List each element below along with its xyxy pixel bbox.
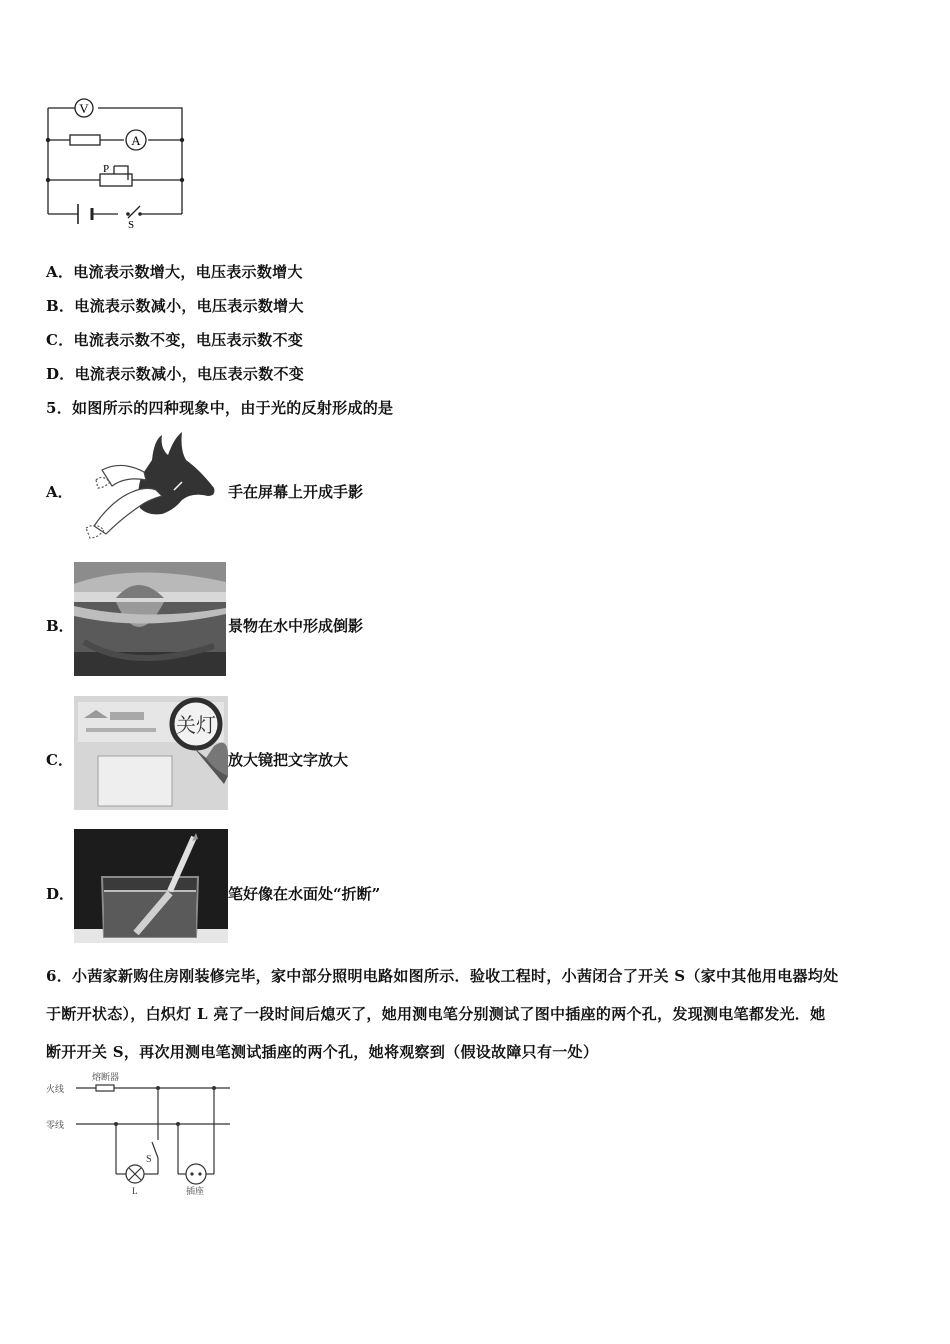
q5-option-d-label: D． [46, 885, 75, 903]
neutral-wire-label: 零线 [46, 1120, 65, 1130]
voltmeter-label: V [79, 101, 89, 116]
live-wire-label: 火线 [46, 1084, 65, 1094]
q5-option-b-caption: 景物在水中形成倒影 [228, 617, 364, 635]
q6-stem-line-3: 断开开关 S，再次用测电笔测试插座的两个孔，她将观察到（假设故障只有一处） [46, 1043, 599, 1061]
fuse-label: 熔断器 [92, 1072, 120, 1082]
q4-option-c: C．电流表示数不变，电压表示数不变 [46, 331, 304, 349]
ammeter-label: A [131, 133, 141, 148]
q5-option-c-caption: 放大镜把文字放大 [228, 751, 349, 769]
q4-option-d: D．电流表示数减小，电压表示数不变 [46, 365, 305, 383]
wiring-diagram [40, 1068, 240, 1200]
hand-shadow-image [82, 430, 222, 540]
magnifier-image [74, 696, 228, 810]
q5-stem: 5．如图所示的四种现象中，由于光的反射形成的是 [46, 399, 394, 417]
q5-option-b-label: B． [46, 617, 74, 635]
q4-option-a: A．电流表示数增大，电压表示数增大 [46, 263, 303, 281]
q5-option-a-caption: 手在屏幕上开成手影 [228, 483, 364, 501]
q4-option-b: B．电流表示数减小，电压表示数增大 [46, 297, 304, 315]
pencil-in-water-image [74, 829, 228, 943]
circuit-diagram-1 [40, 96, 190, 236]
q5-option-a-label: A． [46, 483, 73, 501]
switch-label: S [128, 219, 135, 231]
q5-option-c-label: C． [46, 751, 73, 769]
socket-label: 插座 [186, 1186, 205, 1196]
q6-stem-line-2: 于断开状态），白炽灯 L 亮了一段时间后熄灭了，她用测电笔分别测试了图中插座的两个孔，发现测电笔都发光．她 [46, 1005, 826, 1023]
bridge-reflection-image [74, 562, 226, 676]
slider-label: P [103, 163, 110, 175]
q5-option-d-caption: 笔好像在水面处“折断” [228, 885, 381, 903]
q6-stem-line-1: 6．小茜家新购住房刚装修完毕，家中部分照明电路如图所示．验收工程时，小茜闭合了开关 S（家中其他用电器均处 [46, 967, 839, 985]
lamp-l-label: L [132, 1186, 138, 1196]
magnifier-sign-text: 关灯 [176, 715, 216, 737]
switch-s-label: S [146, 1154, 152, 1165]
